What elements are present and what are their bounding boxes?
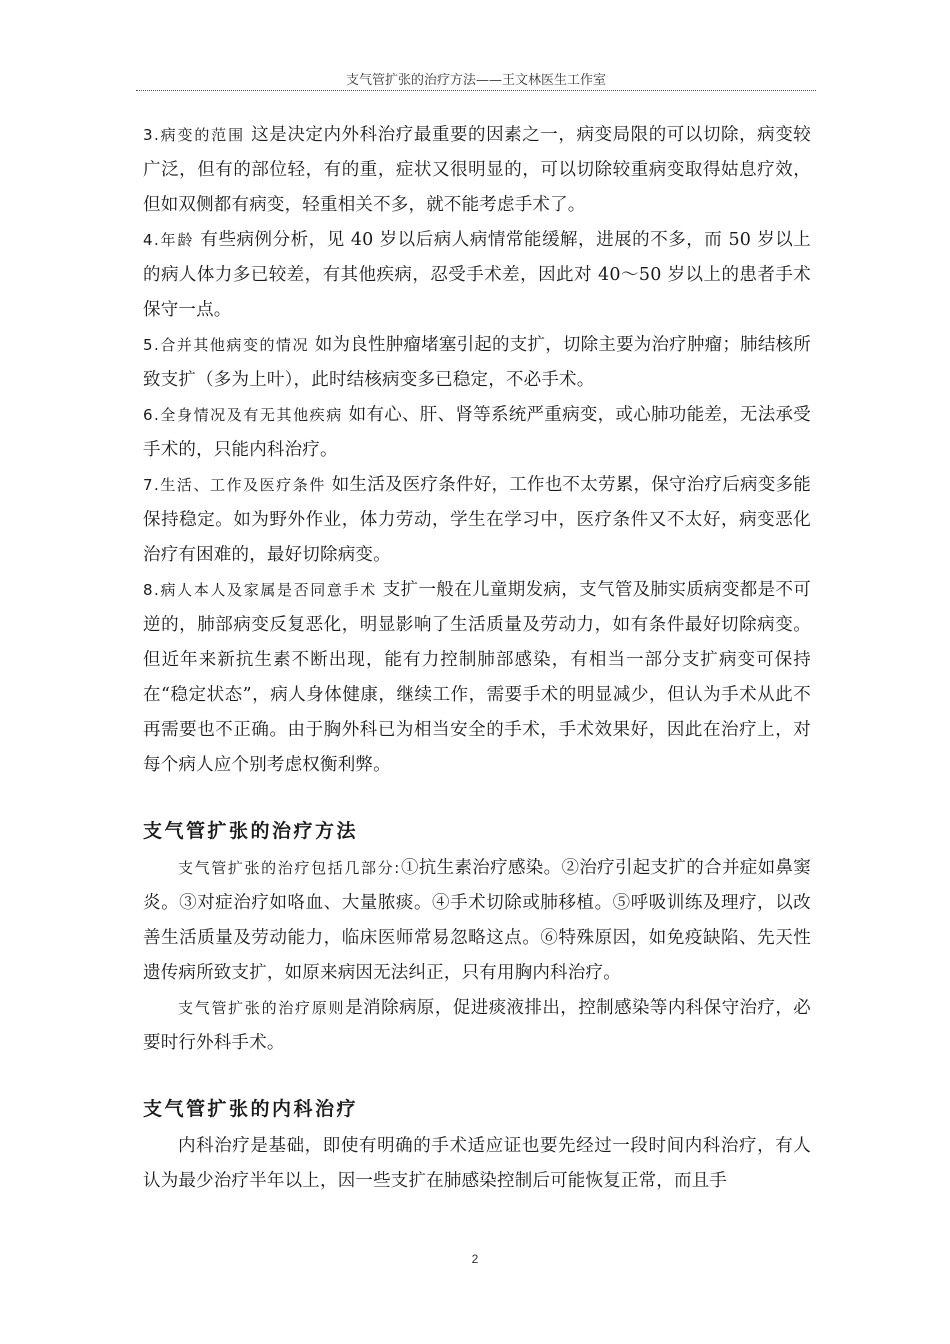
header-divider [136, 90, 816, 91]
factor-paragraph-8 [143, 573, 811, 783]
treatment-principle-paragraph [143, 991, 811, 1061]
factor-text: 这是决定内外科治疗最重要的因素之一，病变局限的可以切除，病变较广泛，但有的部位轻，有的重，症状又很明显的，可以切除较重病变取得姑息疗效，但如双侧都有病变，轻重相关不多，就不能考虑手术了。 [143, 125, 812, 215]
section-heading-treatment-methods: 支气管扩张的治疗方法 [143, 820, 359, 842]
factor-text: 如为良性肿瘤堵塞引起的支扩，切除主要为治疗肿瘤；肺结核所致支扩（多为上叶），此时结核病变多已稳定，不必手术。 [143, 335, 811, 390]
factor-text: 有些病例分析，见 40 岁以后病人病情常能缓解，进展的不多，而 50 岁以上的病人体力多已较差，有其他疾病，忍受手术差，因此对 40～50 岁以上的患者手术保守一点。 [143, 230, 811, 320]
page-header: 支气管扩张的治疗方法——王文林医生工作室 [345, 73, 606, 88]
medical-treatment-paragraph: 内科治疗是基础，即使有明确的手术适应证也要先经过一段时间内科治疗，有人认为最少治疗半年以上，因一些支扩在肺感染控制后可能恢复正常，而且手 [143, 1136, 811, 1191]
section-heading-medical-treatment: 支气管扩张的内科治疗 [143, 1098, 359, 1120]
paragraph-lead: 支气管扩张的治疗包括几部分: [178, 859, 401, 877]
paragraph-text: ①抗生素治疗感染。②治疗引起支扩的合并症如鼻窦炎。③对症治疗如咯血、大量脓痰。④手术切除或肺移植。⑤呼吸训练及理疗，以改善生活质量及劳动能力，临床医师常易忽略这点。⑥特殊原因，如免疫缺陷、先天性遗传病所致支扩，如原来病因无法纠正，只有用胸内科治疗。 [143, 858, 811, 983]
factor-paragraph-6 [143, 398, 811, 468]
document-body [143, 118, 811, 1199]
paragraph-lead: 支气管扩张的治疗原则 [178, 999, 346, 1017]
paragraph-text: 是消除病原，促进痰液排出，控制感染等内科保守治疗，必要时行外科手术。 [143, 998, 811, 1053]
factor-paragraph-7 [143, 468, 811, 573]
factor-paragraph-4 [143, 223, 811, 328]
factor-text: 支扩一般在儿童期发病，支气管及肺实质病变都是不可逆的，肺部病变反复恶化，明显影响了生活质量及劳动力，如有条件最好切除病变。但近年来新抗生素不断出现，能有力控制肺部感染，有相当一部分支扩病变可保持在“稳定状态”，病人身体健康，继续工作，需要手术的明显减少，但认为手术从此不再需要也不正确。由于胸外科已为相当安全的手术，手术效果好，因此在治疗上，对每个病人应个别考虑权衡利弊。 [143, 580, 811, 775]
factor-paragraph-5 [143, 328, 811, 398]
factor-label: 5.合并其他病变的情况 [143, 336, 310, 354]
factor-label: 8.病人本人及家属是否同意手术 [143, 581, 377, 599]
factor-text: 如有心、肝、肾等系统严重病变，或心肺功能差，无法承受手术的，只能内科治疗。 [143, 405, 811, 460]
treatment-components-paragraph [143, 851, 811, 991]
page-number: 2 [471, 1252, 479, 1266]
factor-paragraph-3 [143, 118, 811, 223]
factor-text: 如生活及医疗条件好，工作也不太劳累，保守治疗后病变多能保持稳定。如为野外作业，体力劳动，学生在学习中，医疗条件又不太好，病变恶化治疗有困难的，最好切除病变。 [143, 475, 811, 565]
factor-label: 7.生活、工作及医疗条件 [143, 476, 326, 494]
factor-label: 3.病变的范围 [143, 126, 246, 144]
factor-label: 6.全身情况及有无其他疾病 [143, 406, 343, 424]
factor-label: 4.年龄 [143, 231, 195, 249]
